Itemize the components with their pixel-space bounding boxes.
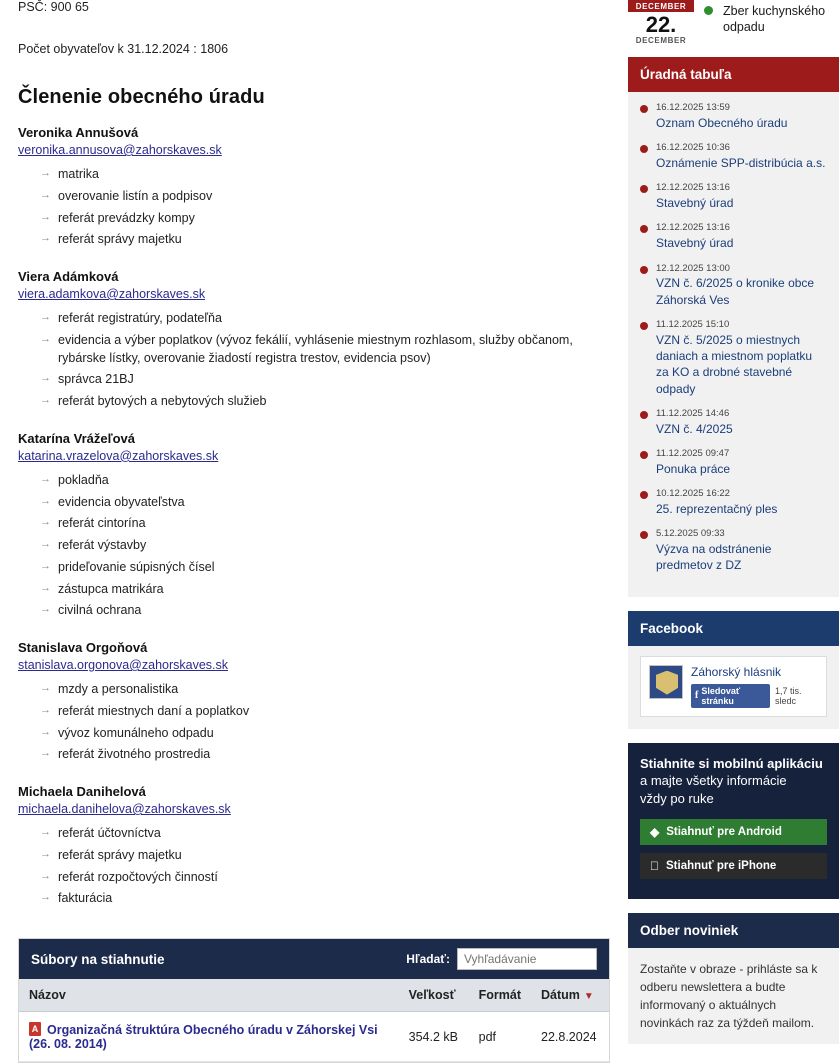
list-item: → referát správy majetku [44, 229, 610, 251]
mobile-app-subtitle [640, 772, 827, 807]
table-row [19, 1012, 609, 1062]
facebook-follow-button[interactable] [691, 684, 770, 708]
mobile-app-subtitle-line1: a majte všetky informácie [640, 773, 787, 789]
list-item: → evidencia obyvateľstva [44, 492, 610, 514]
list-item[interactable] [640, 102, 827, 142]
widget-title-official-board: Úradná tabuľa [628, 57, 839, 92]
facebook-follow-label: Sledovať stránku [701, 685, 741, 706]
widget-facebook [628, 611, 839, 729]
coat-of-arms-icon [649, 665, 683, 699]
column-header-date-label: Dátum [541, 988, 580, 1002]
list-item: → referát prevádzky kompy [44, 208, 610, 230]
calendar-event[interactable] [628, 0, 839, 57]
list-item: → prideľovanie súpisných čísel [44, 557, 610, 579]
list-item[interactable] [640, 319, 827, 408]
list-item: → referát správy majetku [44, 845, 610, 867]
search-input[interactable] [457, 948, 597, 970]
list-item[interactable] [640, 448, 827, 488]
event-day: 22. [645, 12, 677, 37]
column-header-name[interactable]: Názov [19, 979, 399, 1012]
notice-date: 12.12.2025 13:00 [656, 262, 730, 274]
widget-mobile-app [628, 743, 839, 900]
notice-link[interactable]: Ponuka práce [656, 461, 731, 476]
file-date-cell: 22.8.2024 [531, 1012, 609, 1062]
event-date-block [628, 0, 694, 45]
list-item: → referát miestnych daní a poplatkov [44, 701, 610, 723]
file-size-cell: 354.2 kB [399, 1012, 469, 1062]
event-status-dot-icon [704, 6, 713, 15]
staff-name: Viera Adámková [18, 269, 119, 284]
search-label: Hľadať: [406, 952, 450, 966]
notice-link[interactable]: Stavebný úrad [656, 196, 734, 211]
staff-email-link[interactable]: veronika.annusova@zahorskaves.sk [18, 143, 222, 157]
list-item: → vývoz komunálneho odpadu [44, 723, 610, 745]
staff-duties-list [18, 308, 610, 413]
list-item: → referát účtovníctva [44, 823, 610, 845]
staff-email-link[interactable]: stanislava.orgonova@zahorskaves.sk [18, 658, 229, 672]
list-item[interactable] [640, 222, 827, 262]
file-format-cell: pdf [469, 1012, 531, 1062]
facebook-page-card [640, 656, 827, 717]
list-item[interactable] [640, 263, 827, 319]
notice-date: 5.12.2025 09:33 [656, 528, 725, 540]
staff-email-link[interactable]: viera.adamkova@zahorskaves.sk [18, 287, 206, 301]
facebook-page-info [691, 665, 818, 708]
staff-duties-list [18, 823, 610, 910]
list-item: → referát rozpočtových činností [44, 867, 610, 889]
download-iphone-button[interactable] [640, 853, 827, 879]
column-header-format[interactable]: Formát [469, 979, 531, 1012]
notice-link[interactable]: VZN č. 5/2025 o miestnych daniach a miestnom poplatku za KO a drobné stavebné odpady [656, 332, 813, 396]
list-item: → referát cintorína [44, 513, 610, 535]
notice-date: 10.12.2025 16:22 [656, 488, 730, 500]
notice-date: 11.12.2025 14:46 [656, 407, 730, 419]
staff-duties-list [18, 164, 610, 251]
event-month-banner: DECEMBER [628, 0, 694, 12]
table-header-row [19, 979, 609, 1012]
staff-entry [18, 125, 610, 251]
staff-email-link[interactable]: katarina.vrazelova@zahorskaves.sk [18, 448, 219, 463]
downloads-panel-header [19, 939, 609, 979]
notice-link[interactable]: Oznam Obecného úradu [656, 115, 788, 130]
facebook-follower-count: 1,7 tis. sledc [774, 685, 802, 706]
event-title[interactable]: Zber kuchynského odpadu [723, 4, 826, 35]
list-item: → referát životného prostredia [44, 744, 610, 766]
mobile-app-title: Stiahnite si mobilnú aplikáciu [640, 755, 823, 771]
widget-official-board [628, 57, 839, 597]
postal-code-text: PSČ: 900 65 [18, 0, 89, 14]
staff-duties-list [18, 470, 610, 622]
notice-link[interactable]: 25. reprezentačný ples [656, 501, 778, 516]
table-header [19, 979, 609, 1012]
column-header-size[interactable]: Veľkosť [399, 979, 469, 1012]
notice-link[interactable]: VZN č. 4/2025 [656, 421, 733, 436]
notice-link[interactable]: Výzva na odstránenie predmetov z DZ [656, 542, 772, 573]
list-item[interactable] [640, 142, 827, 182]
download-android-label: Stiahnuť pre Android [666, 826, 782, 839]
notice-date: 16.12.2025 13:59 [656, 102, 730, 114]
list-item: → civilná ochrana [44, 600, 610, 622]
list-item: → referát registratúry, podateľňa [44, 308, 610, 330]
list-item: → referát bytových a nebytových služieb [44, 391, 610, 413]
downloads-panel [18, 938, 610, 1063]
list-item: → overovanie listín a podpisov [44, 186, 610, 208]
staff-name: Veronika Annušová [18, 125, 139, 140]
sort-descending-icon: ▼ [583, 991, 594, 1002]
notice-date: 11.12.2025 09:47 [656, 447, 730, 459]
list-item: → fakturácia [44, 888, 610, 910]
downloads-search [406, 948, 597, 970]
downloads-panel-title: Súbory na stiahnutie [31, 951, 165, 967]
notice-date: 16.12.2025 10:36 [656, 142, 730, 154]
list-item[interactable] [640, 528, 827, 584]
file-name-cell [19, 1012, 399, 1062]
staff-entry [18, 640, 610, 766]
list-item: → správca 21BJ [44, 369, 610, 391]
facebook-icon: f [695, 689, 699, 701]
android-icon: ◆ [650, 825, 660, 840]
list-item: → pokladňa [44, 470, 610, 492]
staff-entry [18, 431, 610, 622]
staff-entry [18, 269, 610, 413]
staff-email-link[interactable]: michaela.danihelova@zahorskaves.sk [18, 802, 231, 816]
list-item[interactable] [640, 182, 827, 222]
widget-newsletter [628, 913, 839, 1044]
list-item: → mzdy a personalistika [44, 679, 610, 701]
widget-title-facebook: Facebook [628, 611, 839, 646]
widget-title-newsletter: Odber noviniek [628, 913, 839, 948]
event-month: DECEMBER [635, 36, 687, 46]
population-text: Počet obyvateľov k 31.12.2024 : 1806 [18, 42, 229, 56]
notice-link[interactable]: Stavebný úrad [656, 236, 734, 251]
notice-date: 12.12.2025 13:16 [656, 222, 730, 234]
mobile-app-subtitle-line2: vždy po ruke [640, 790, 714, 806]
download-android-button[interactable] [640, 819, 827, 845]
column-header-date[interactable] [531, 979, 609, 1012]
newsletter-text: Zostaňte v obraze - prihláste sa k odberu newslettera a budte informovaný o aktuálnych novinkách raz za týždeň mailom. [628, 948, 839, 1044]
notice-date: 11.12.2025 15:10 [656, 318, 730, 330]
official-board-body [628, 92, 839, 597]
list-item: → zástupca matrikára [44, 579, 610, 601]
staff-duties-list [18, 679, 610, 766]
notice-date: 12.12.2025 13:16 [656, 182, 730, 194]
staff-name: Michaela Danihelová [18, 784, 146, 799]
list-item[interactable] [640, 408, 827, 448]
file-download-link[interactable]: Organizačná štruktúra Obecného úradu v Záhorskej Vsi (26. 08. 2014) [29, 1023, 378, 1051]
facebook-body [628, 646, 839, 729]
staff-name: Katarína Vrážeľová [18, 430, 136, 446]
list-item: → referát výstavby [44, 535, 610, 557]
notice-link[interactable]: VZN č. 6/2025 o kronike obce Záhorská Ves [656, 276, 815, 307]
table-body [19, 1012, 609, 1062]
staff-name: Stanislava Orgoňová [18, 640, 148, 655]
facebook-follow-row [691, 684, 818, 708]
page-title: Členenie obecného úradu [18, 86, 265, 108]
notice-list [640, 102, 827, 585]
facebook-page-name[interactable]: Záhorský hlásnik [691, 664, 782, 679]
apple-icon [650, 860, 659, 872]
list-item[interactable] [640, 488, 827, 528]
downloads-table [19, 979, 609, 1062]
list-item: → matrika [44, 164, 610, 186]
notice-link[interactable]: Oznámenie SPP-distribúcia a.s. [656, 156, 826, 171]
staff-entry [18, 784, 610, 910]
sidebar [628, 0, 839, 1058]
download-iphone-label: Stiahnuť pre iPhone [657, 860, 768, 873]
list-item: → evidencia a výber poplatkov (vývoz fekálií, vyhlásenie miestnym rozhlasom, služby občanom, rybárske lístky, overovanie žiadostí registra trestov, evidencia psov) [44, 330, 610, 370]
pdf-file-icon [29, 1022, 41, 1036]
